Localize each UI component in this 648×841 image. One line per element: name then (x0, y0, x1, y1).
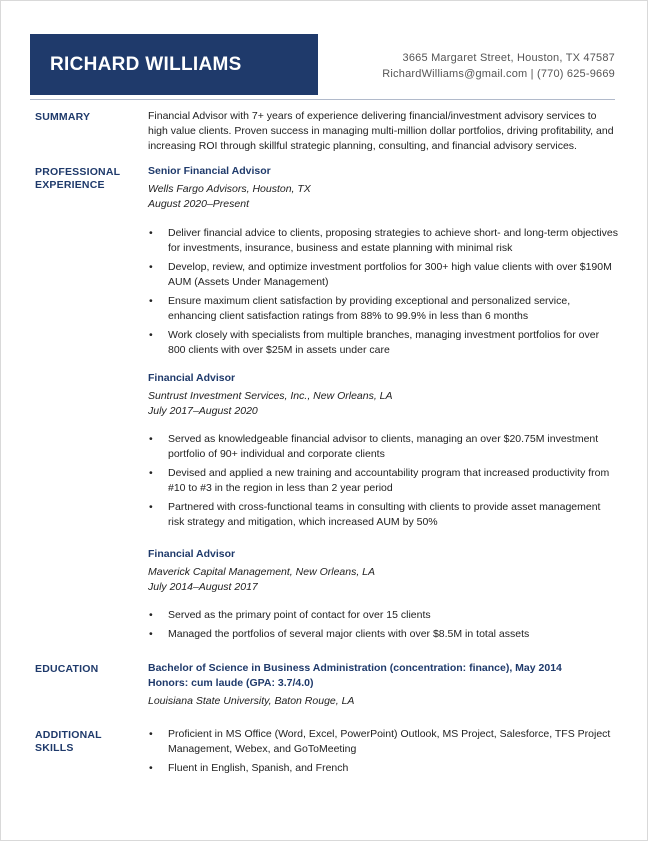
education-label: EDUCATION (35, 663, 99, 675)
list-item: • Partnered with cross-functional teams in consulting with clients to provide asset management risk strategy and mitigation, which increased AUM by 50% (148, 500, 618, 530)
job-dates: July 2017–August 2020 (148, 405, 258, 417)
summary-label: SUMMARY (35, 111, 91, 123)
email-phone: RichardWilliams@gmail.com | (770) 625-9669 (382, 68, 615, 80)
list-item: • Served as knowledgeable financial advisor to clients, managing an over $20.75M investment portfolio of 90+ individual and corporate clients (148, 432, 618, 462)
job-entry (148, 547, 618, 595)
list-item: • Proficient in MS Office (Word, Excel, PowerPoint) Outlook, MS Project, Salesforce, TFS Project Management, Webex, and GoToMeeting (148, 727, 618, 757)
skills-label: ADDITIONAL SKILLS (35, 729, 102, 754)
list-item: • Develop, review, and optimize investment portfolios for 300+ high value clients with over $190M AUM (Assets Under Management) (148, 260, 618, 290)
school: Louisiana State University, Baton Rouge, LA (148, 695, 355, 707)
job-company: Maverick Capital Management, New Orleans, LA (148, 566, 376, 578)
list-item: • Ensure maximum client satisfaction by providing exceptional and personalized service, enhancing client satisfaction ratings from 88% to 99.9% in less than 6 months (148, 294, 618, 324)
list-item: • Served as the primary point of contact for over 15 clients (148, 608, 618, 623)
job-bullets (148, 608, 618, 646)
job-company: Suntrust Investment Services, Inc., New Orleans, LA (148, 390, 393, 402)
job-dates: August 2020–Present (148, 198, 249, 210)
job-dates: July 2014–August 2017 (148, 581, 258, 593)
education-entry (148, 661, 618, 709)
list-item: • Fluent in English, Spanish, and French (148, 761, 618, 776)
job-title: Financial Advisor (148, 372, 236, 384)
job-bullets (148, 432, 618, 534)
job-title: Senior Financial Advisor (148, 165, 271, 177)
job-bullets (148, 226, 618, 362)
list-item: • Deliver financial advice to clients, proposing strategies to achieve short- and long-term objectives for investments, insurance, business and estate planning with minimal risk (148, 226, 618, 256)
experience-label: PROFESSIONAL EXPERIENCE (35, 166, 121, 191)
job-entry (148, 371, 618, 419)
degree: Bachelor of Science in Business Administration (concentration: finance), May 2014 (148, 662, 562, 674)
job-entry (148, 164, 618, 212)
header-divider (30, 99, 615, 100)
job-company: Wells Fargo Advisors, Houston, TX (148, 183, 311, 195)
list-item: • Devised and applied a new training and accountability program that increased productivity from #10 to #3 in the region in less than 2 year period (148, 466, 618, 496)
honors: Honors: cum laude (GPA: 3.7/4.0) (148, 677, 314, 689)
candidate-name: RICHARD WILLIAMS (50, 53, 242, 75)
list-item: • Managed the portfolios of several major clients with over $8.5M in total assets (148, 627, 618, 642)
job-title: Financial Advisor (148, 548, 236, 560)
contact-block (382, 50, 615, 82)
address: 3665 Margaret Street, Houston, TX 47587 (402, 52, 615, 64)
skills-list (148, 727, 618, 780)
summary-text: Financial Advisor with 7+ years of experience delivering financial/investment advisory services to high value clients. Proven success in managing multi-million dollar portfolios, driving profitability, and increasing ROI through skillful strategic planning, consulting, and financial advisory services. (148, 110, 614, 152)
name-banner (30, 34, 318, 95)
list-item: • Work closely with specialists from multiple branches, managing investment portfolios for over 800 clients with over $25M in assets under care (148, 328, 618, 358)
